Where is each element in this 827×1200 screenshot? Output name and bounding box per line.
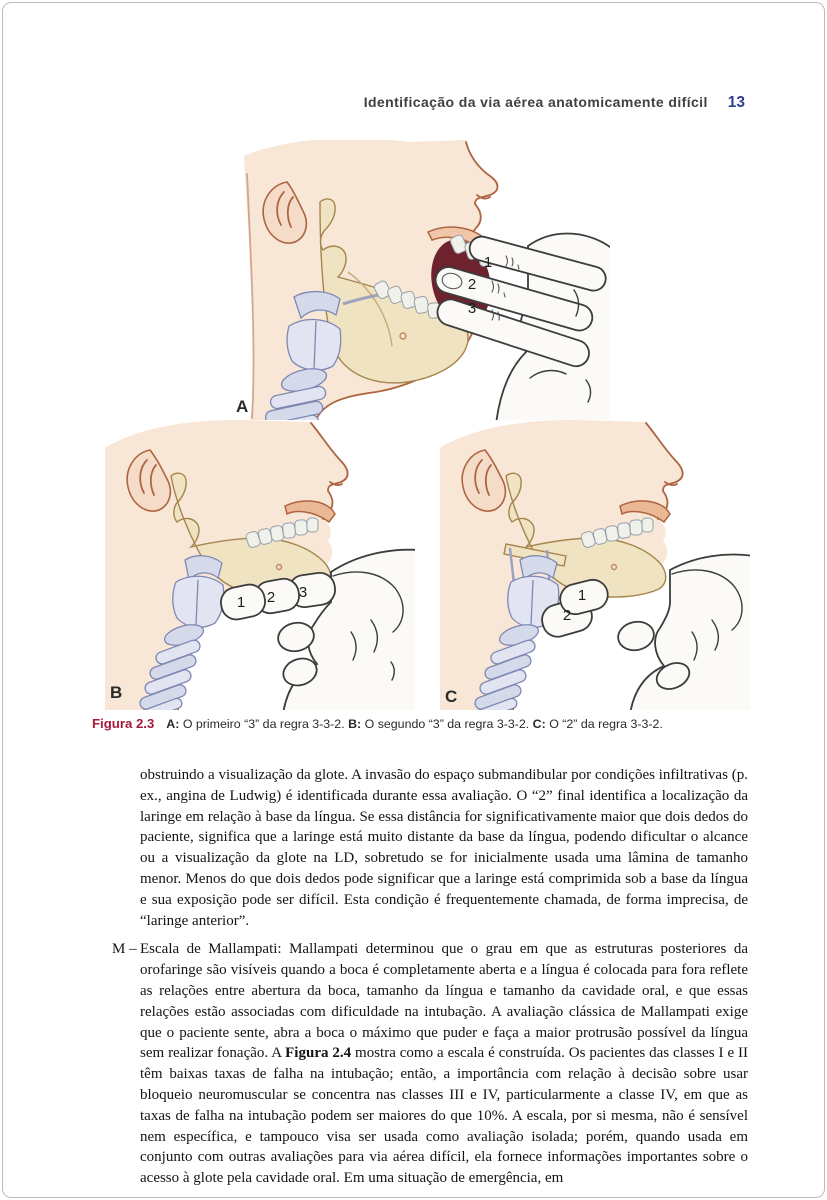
figure-2-4-reference: Figura 2.4 bbox=[285, 1045, 352, 1062]
head-profile-illustration bbox=[440, 420, 683, 710]
paragraph-mallampati-text-1: Escala de Mallampati: Mallampati determinou que o grau em que as estruturas posteriores da orofaringe são visíveis quando a boca é completamente aberta e a língua é colocada para fora reflete as relações entre abertura da boca, tamanho da língua e tamanho da cavidade oral, e que essas relações estão associadas com dificuldade na intubação. A avaliação clássica de Mallampati exige que o paciente sente, abra a boca o máximo que puder e faça a maior protrusão possível da língua sem realizar fonação. A bbox=[140, 941, 748, 1062]
finger-label-2: 2 bbox=[562, 607, 572, 624]
panel-letter-c: C bbox=[445, 687, 458, 706]
finger-label-3: 3 bbox=[467, 300, 477, 317]
paragraph-mallampati bbox=[112, 939, 748, 1189]
caption-a-label: A: bbox=[166, 717, 180, 731]
caption-c-label: C: bbox=[532, 717, 546, 731]
thumbnail bbox=[615, 619, 656, 654]
figure-panel-c bbox=[430, 420, 750, 710]
panel-letter-b: B bbox=[110, 683, 123, 702]
figure-caption-label: Figura 2.3 bbox=[92, 716, 155, 731]
finger-label-3: 3 bbox=[298, 584, 308, 601]
finger-label-2: 2 bbox=[467, 276, 477, 293]
list-marker-m: M – bbox=[112, 941, 137, 958]
figure-panel-a bbox=[230, 140, 610, 420]
caption-a-text: O primeiro “3” da regra 3-3-2. bbox=[179, 717, 349, 731]
figure-caption bbox=[92, 716, 772, 731]
finger-label-2: 2 bbox=[266, 589, 276, 606]
caption-b-text: O segundo “3” da regra 3-3-2. bbox=[361, 717, 533, 731]
body-text bbox=[112, 765, 748, 1189]
paragraph-continuation: obstruindo a visualização da glote. A invasão do espaço submandibular por condições infiltrativas (p. ex., angina de Ludwig) é identificada durante essa avaliação. O “2” final identifica a localização da laringe em relação à base da língua. Se essa distância for significativamente maior que dois dedos do paciente, significa que a laringe está muito distante da base da língua, podendo dificultar o alcance ou a visualização da glote na LD, sobretudo se for inicialmente usada uma lâmina de tamanho menor. Menos do que dois dedos pode significar que a laringe está comprimida sob a base da língua e sua exposição pode ser difícil. Esta condição é frequentemente chamada, de forma imprecisa, de “laringe anterior”. bbox=[140, 767, 748, 929]
page-number: 13 bbox=[727, 94, 745, 111]
caption-b-label: B: bbox=[348, 717, 362, 731]
chapter-title: Identificação da via aérea anatomicamente difícil bbox=[363, 94, 708, 110]
finger-label-1: 1 bbox=[236, 594, 246, 611]
paragraph-mallampati-text-2: mostra como a escala é construída. Os pacientes das classes I e II têm baixas taxas de falha na intubação; então, a importância com relação à decisão sobre usar bloqueio neuromuscular se concentra nas classes III e IV, particularmente a classe IV, em que as taxas de falha na intubação podem ser maiores do que 10%. A escala, por si mesma, não é sensível nem específica, e tampouco visa ser usada como avaliação isolada; porém, quando usada em conjunto com outras avaliações para via aérea difícil, ela fornece informações importantes sobre o acesso à glote pela cavidade oral. Em uma situação de emergência, em bbox=[140, 1045, 748, 1187]
running-header bbox=[364, 94, 745, 112]
caption-c-text: O “2” da regra 3-3-2. bbox=[545, 717, 663, 731]
finger-label-1: 1 bbox=[483, 254, 493, 271]
finger-label-1: 1 bbox=[577, 587, 587, 604]
panel-letter-a: A bbox=[236, 397, 249, 416]
figure-panel-b bbox=[95, 420, 415, 710]
